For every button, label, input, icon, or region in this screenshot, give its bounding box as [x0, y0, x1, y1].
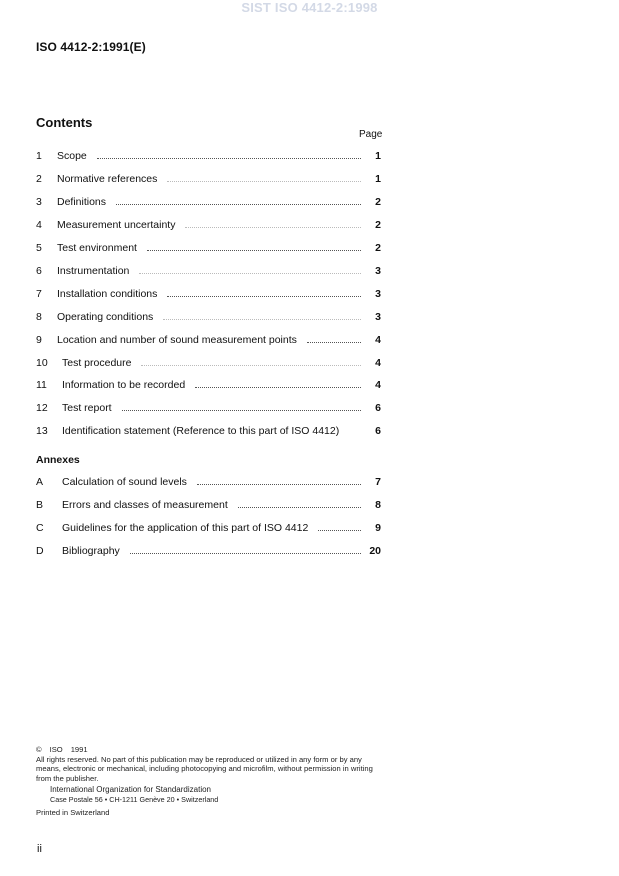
toc-title: Installation conditions	[57, 288, 158, 300]
dot-leader	[195, 386, 361, 388]
toc-number: 2	[36, 173, 42, 185]
annex-page: 7	[375, 476, 381, 488]
dot-leader	[185, 226, 361, 228]
toc-page: 3	[375, 265, 381, 277]
toc-number: 11	[36, 379, 47, 391]
toc-page: 2	[375, 242, 381, 254]
dot-leader	[122, 409, 361, 411]
toc-number: 10	[36, 357, 48, 369]
toc-entry[interactable]	[36, 217, 381, 231]
toc-title: Scope	[57, 150, 87, 162]
annexes-heading: Annexes	[36, 454, 80, 466]
toc-number: 12	[36, 402, 48, 414]
toc-entry[interactable]	[36, 400, 381, 414]
toc-entry[interactable]	[36, 423, 381, 437]
copyright-symbol: ©	[36, 745, 42, 754]
dot-leader	[307, 341, 361, 343]
toc-title: Test procedure	[62, 357, 132, 369]
toc-number: 8	[36, 311, 42, 323]
toc-title: Test environment	[57, 242, 137, 254]
dot-leader	[116, 203, 361, 205]
copyright-block	[36, 745, 386, 818]
dot-leader	[147, 249, 361, 251]
toc-page: 1	[375, 173, 381, 185]
annex-title: Guidelines for the application of this part of ISO 4412	[62, 522, 309, 534]
toc-page: 6	[375, 402, 381, 414]
toc-entry[interactable]	[36, 263, 381, 277]
toc-number: 9	[36, 334, 42, 346]
toc-page: 3	[375, 288, 381, 300]
watermark: SIST ISO 4412-2:1998	[241, 0, 378, 15]
annex-letter: A	[36, 476, 44, 488]
copyright-line	[36, 745, 386, 755]
toc-title: Identification statement (Reference to this part of ISO 4412)	[62, 425, 340, 437]
dot-leader	[167, 180, 361, 182]
annex-letter: C	[36, 522, 44, 534]
toc-entry[interactable]	[36, 171, 381, 185]
dot-leader	[167, 295, 361, 297]
annex-page: 20	[369, 545, 381, 557]
dot-leader	[130, 552, 361, 554]
dot-leader	[163, 318, 361, 320]
annex-letter: D	[36, 545, 44, 557]
annex-title: Bibliography	[62, 545, 120, 557]
toc-number: 6	[36, 265, 42, 277]
toc-entry[interactable]	[36, 309, 381, 323]
toc-title: Normative references	[57, 173, 158, 185]
toc-page: 4	[375, 379, 381, 391]
dot-leader	[197, 483, 361, 485]
toc-title: Location and number of sound measurement points	[57, 334, 297, 346]
toc-page: 1	[375, 150, 381, 162]
toc-entry[interactable]	[36, 148, 381, 162]
dot-leader	[141, 364, 361, 366]
annex-entry[interactable]	[36, 520, 381, 534]
page-number: ii	[37, 843, 42, 855]
toc-entry[interactable]	[36, 286, 381, 300]
toc-number: 7	[36, 288, 42, 300]
toc-title: Measurement uncertainty	[57, 219, 176, 231]
toc-title: Information to be recorded	[62, 379, 186, 391]
toc-title: Test report	[62, 402, 112, 414]
dot-leader	[349, 433, 361, 434]
annex-letter: B	[36, 499, 44, 511]
annex-title: Calculation of sound levels	[62, 476, 187, 488]
dot-leader	[238, 506, 361, 508]
dot-leader	[139, 272, 361, 274]
dot-leader	[97, 157, 361, 159]
copyright-notice: All rights reserved. No part of this publication may be reproduced or utilized in any form or by any means, electronic or mechanical, including photocopying and microfilm, without permission in writing from the publisher.	[36, 754, 373, 783]
annex-entry[interactable]	[36, 543, 381, 557]
page-column-label: Page	[359, 129, 383, 140]
toc-entry[interactable]	[36, 377, 381, 391]
toc-entry[interactable]	[36, 355, 381, 369]
toc-page: 6	[375, 425, 381, 437]
copyright-year: 1991	[70, 745, 88, 754]
toc-title: Operating conditions	[57, 311, 154, 323]
toc-page: 4	[375, 357, 381, 369]
annex-page: 8	[375, 499, 381, 511]
toc-page: 3	[375, 311, 381, 323]
toc-number: 4	[36, 219, 42, 231]
annex-entry[interactable]	[36, 497, 381, 511]
contents-heading: Contents	[36, 115, 93, 130]
toc-entry[interactable]	[36, 194, 381, 208]
toc-number: 3	[36, 196, 42, 208]
annex-entry[interactable]	[36, 474, 381, 488]
toc-number: 5	[36, 242, 42, 254]
toc-entry[interactable]	[36, 332, 381, 346]
copyright-owner: ISO	[49, 745, 63, 754]
printed-in: Printed in Switzerland	[36, 808, 110, 817]
annex-title: Errors and classes of measurement	[62, 499, 228, 511]
toc-page: 2	[375, 196, 381, 208]
toc-page: 2	[375, 219, 381, 231]
toc-title: Definitions	[57, 196, 107, 208]
organization-address: Case Postale 56 • CH-1211 Genève 20 • Switzerland	[50, 794, 219, 804]
organization-name: International Organization for Standardization	[50, 785, 211, 794]
toc-entry[interactable]	[36, 240, 381, 254]
toc-title: Instrumentation	[57, 265, 130, 277]
dot-leader	[318, 529, 361, 531]
annex-page: 9	[375, 522, 381, 534]
toc-number: 1	[36, 150, 42, 162]
document-id: ISO 4412-2:1991(E)	[36, 40, 146, 54]
toc-page: 4	[375, 334, 381, 346]
toc-number: 13	[36, 425, 48, 437]
